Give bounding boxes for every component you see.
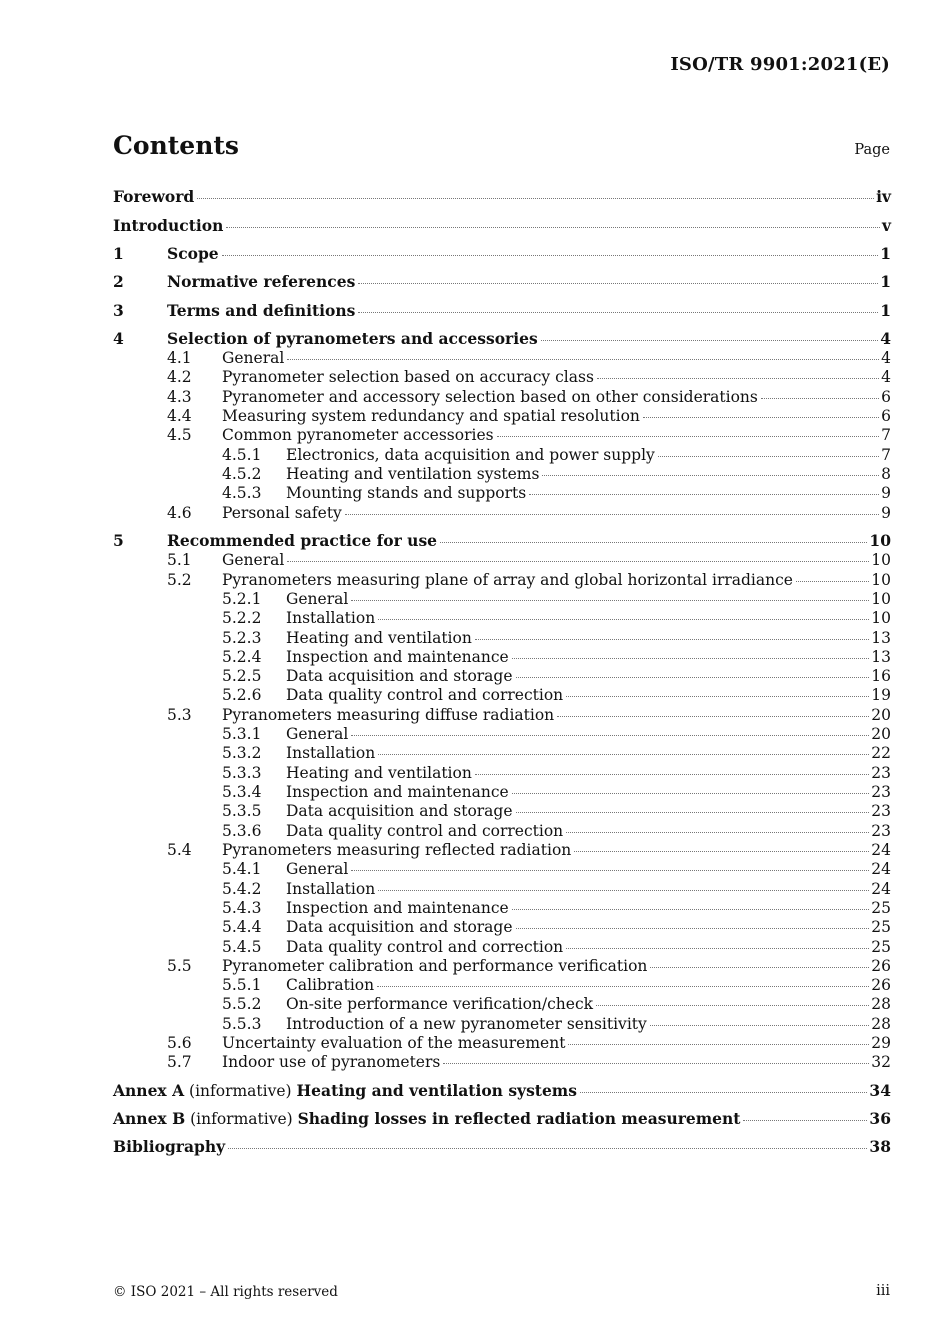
toc-entry-page: 26: [871, 976, 891, 994]
toc-entry-title: General: [286, 725, 349, 743]
toc-entry[interactable]: [113, 550, 891, 570]
dot-leader: [351, 734, 869, 736]
toc-entry[interactable]: [113, 445, 891, 465]
toc-entry-page: 24: [871, 841, 891, 859]
toc-entry-title: Heating and ventilation systems: [286, 465, 540, 483]
toc-entry-title: Terms and definitions: [167, 301, 356, 320]
dot-leader: [358, 282, 878, 284]
toc-entry-title: Introduction of a new pyranometer sensitivity: [286, 1015, 647, 1033]
toc-entry-number: 4.2: [167, 368, 192, 386]
toc-entry-page: 6: [881, 388, 891, 406]
toc-entry-page: 9: [881, 484, 891, 502]
toc-entry-page: 26: [871, 957, 891, 975]
toc-entry-page: 23: [871, 764, 891, 782]
dot-leader: [228, 1147, 867, 1149]
toc-entry-page: 36: [869, 1109, 891, 1128]
dot-leader: [197, 197, 874, 199]
toc-entry-number: 5.3.3: [222, 764, 262, 782]
toc-entry-page: 13: [871, 629, 891, 647]
toc-entry[interactable]: [113, 570, 891, 590]
dot-leader: [566, 831, 869, 833]
dot-leader: [512, 657, 870, 659]
toc-entry-title: Pyranometers measuring reflected radiation: [222, 841, 572, 859]
toc-entry-number: 4.5.2: [222, 465, 262, 483]
toc-entry[interactable]: [113, 301, 891, 321]
dot-leader: [351, 869, 869, 871]
dot-leader: [512, 908, 870, 910]
toc-entry-title: Data quality control and correction: [286, 686, 564, 704]
toc-entry-title: Heating and ventilation: [286, 764, 472, 782]
dot-leader: [226, 226, 880, 228]
dot-leader: [568, 1043, 869, 1045]
toc-entry-number: 5.4.4: [222, 918, 262, 936]
toc-entry[interactable]: [113, 628, 891, 648]
toc-entry[interactable]: [113, 975, 891, 995]
dot-leader: [378, 753, 869, 755]
toc-entry-title: Data quality control and correction: [286, 938, 564, 956]
toc-entry-page: 23: [871, 822, 891, 840]
toc-entry-number: 5.3.1: [222, 725, 262, 743]
toc-entry[interactable]: [113, 1109, 891, 1129]
toc-entry-number: 5.2.5: [222, 667, 262, 685]
toc-entry-title: Data acquisition and storage: [286, 802, 513, 820]
toc-entry-title: Pyranometer and accessory selection based on other considerations: [222, 388, 758, 406]
toc-entry[interactable]: [113, 216, 891, 236]
toc-entry-page: v: [881, 216, 891, 235]
toc-entry-page: 23: [871, 783, 891, 801]
toc-entry-page: 13: [871, 648, 891, 666]
dot-leader: [475, 773, 869, 775]
toc-entry[interactable]: [113, 589, 891, 609]
dot-leader: [345, 513, 879, 515]
toc-entry-number: 5.2.1: [222, 590, 262, 608]
toc-entry[interactable]: [113, 956, 891, 976]
toc-entry-number: 5.4: [167, 841, 192, 859]
toc-entry-page: 4: [880, 329, 891, 348]
dot-leader: [761, 397, 879, 399]
toc-entry[interactable]: [113, 763, 891, 783]
toc-entry-page: 24: [871, 860, 891, 878]
dot-leader: [287, 560, 869, 562]
toc-entry-page: 10: [871, 590, 891, 608]
toc-entry-title: Data quality control and correction: [286, 822, 564, 840]
dot-leader: [351, 599, 869, 601]
toc-entry-page: 38: [869, 1137, 891, 1156]
toc-entry[interactable]: [113, 503, 891, 523]
toc-entry-page: 28: [871, 995, 891, 1013]
toc-entry-page: 19: [871, 686, 891, 704]
dot-leader: [597, 377, 879, 379]
toc-entry[interactable]: [113, 367, 891, 387]
dot-leader: [658, 455, 879, 457]
toc-entry-title: Pyranometer selection based on accuracy class: [222, 368, 594, 386]
toc-entry-number: 5.2: [167, 571, 192, 589]
dot-leader: [443, 1062, 869, 1064]
toc-entry[interactable]: [113, 348, 891, 368]
toc-entry-number: 5.5.1: [222, 976, 262, 994]
dot-leader: [516, 927, 870, 929]
toc-entry-title: On-site performance verification/check: [286, 995, 594, 1013]
toc-entry-page: 7: [881, 426, 891, 444]
dot-leader: [574, 850, 869, 852]
toc-entry[interactable]: [113, 994, 891, 1014]
dot-leader: [222, 254, 879, 256]
toc-entry-page: 20: [871, 725, 891, 743]
dot-leader: [516, 811, 870, 813]
toc-entry[interactable]: [113, 1014, 891, 1034]
toc-entry-page: iv: [876, 187, 891, 206]
toc-entry-title: Data acquisition and storage: [286, 918, 513, 936]
toc-entry[interactable]: [113, 1137, 891, 1157]
toc-entry[interactable]: [113, 1052, 891, 1072]
toc-entry-title: General: [286, 860, 349, 878]
toc-entry-title: Indoor use of pyranometers: [222, 1053, 441, 1071]
dot-leader: [287, 358, 879, 360]
document-id: ISO/TR 9901:2021(E): [670, 54, 890, 75]
toc-entry-page: 10: [871, 551, 891, 569]
toc-entry-page: 9: [881, 504, 891, 522]
toc-entry[interactable]: [113, 879, 891, 899]
dot-leader: [580, 1091, 867, 1093]
toc-entry-page: 10: [871, 571, 891, 589]
toc-entry-title: Selection of pyranometers and accessories: [167, 329, 538, 348]
toc-entry-page: 6: [881, 407, 891, 425]
toc-entry-title: Pyranometer calibration and performance verification: [222, 957, 648, 975]
toc-entry-title: Scope: [167, 244, 219, 263]
toc-entry-number: 4: [113, 329, 124, 348]
toc-entry-number: 5.3.5: [222, 802, 262, 820]
toc-entry-title: Annex B (informative) Shading losses in reflected radiation measurement: [113, 1109, 741, 1128]
toc-entry-page: 4: [881, 368, 891, 386]
toc-entry[interactable]: [113, 464, 891, 484]
toc-entry-title: Installation: [286, 744, 376, 762]
toc-entry[interactable]: [113, 898, 891, 918]
dot-leader: [440, 541, 867, 543]
toc-entry[interactable]: [113, 187, 891, 207]
toc-entry[interactable]: [113, 685, 891, 705]
toc-entry-page: 24: [871, 880, 891, 898]
dot-leader: [557, 715, 869, 717]
toc-entry-page: 32: [871, 1053, 891, 1071]
toc-entry-page: 25: [871, 899, 891, 917]
toc-entry-number: 4.1: [167, 349, 192, 367]
toc-entry-page: 1: [880, 244, 891, 263]
toc-entry-title: Foreword: [113, 187, 195, 206]
toc-entry-page: 1: [880, 272, 891, 291]
toc-entry-number: 5.2.2: [222, 609, 262, 627]
toc-entry-title: Heating and ventilation: [286, 629, 472, 647]
dot-leader: [743, 1119, 867, 1121]
toc-entry-number: 4.5: [167, 426, 192, 444]
dot-leader: [378, 889, 869, 891]
toc-entry-title: Personal safety: [222, 504, 342, 522]
toc-entry-page: 1: [880, 301, 891, 320]
toc-entry[interactable]: [113, 743, 891, 763]
toc-entry-title: Calibration: [286, 976, 375, 994]
toc-entry-number: 5.2.3: [222, 629, 262, 647]
toc-entry-title: Common pyranometer accessories: [222, 426, 494, 444]
toc-entry-number: 4.5.3: [222, 484, 262, 502]
toc-entry-number: 4.3: [167, 388, 192, 406]
dot-leader: [643, 416, 879, 418]
toc-entry-number: 5.3: [167, 706, 192, 724]
toc-entry[interactable]: [113, 821, 891, 841]
dot-leader: [796, 580, 869, 582]
toc-entry[interactable]: [113, 272, 891, 292]
toc-entry-page: 25: [871, 938, 891, 956]
toc-entry[interactable]: [113, 244, 891, 264]
toc-entry-number: 5.5.3: [222, 1015, 262, 1033]
dot-leader: [475, 638, 869, 640]
toc-entry[interactable]: [113, 387, 891, 407]
toc-entry-title: Measuring system redundancy and spatial resolution: [222, 407, 640, 425]
toc-entry-number: 5.3.4: [222, 783, 262, 801]
toc-entry-number: 5.3.6: [222, 822, 262, 840]
toc-entry-title: Introduction: [113, 216, 224, 235]
toc-entry-title: General: [222, 551, 285, 569]
toc-entry-title: Installation: [286, 880, 376, 898]
dot-leader: [529, 493, 879, 495]
toc-entry[interactable]: [113, 425, 891, 445]
toc-entry-number: 5.2.6: [222, 686, 262, 704]
toc-entry-number: 4.6: [167, 504, 192, 522]
toc-entry-title: Pyranometers measuring diffuse radiation: [222, 706, 555, 724]
toc-entry-page: 34: [869, 1081, 891, 1100]
toc-entry-title: Inspection and maintenance: [286, 783, 509, 801]
toc-entry[interactable]: [113, 1033, 891, 1053]
dot-leader: [566, 947, 869, 949]
dot-leader: [512, 792, 870, 794]
toc-entry-number: 5.5: [167, 957, 192, 975]
toc-entry-page: 28: [871, 1015, 891, 1033]
toc-entry-title: Inspection and maintenance: [286, 648, 509, 666]
toc-entry[interactable]: [113, 608, 891, 628]
page-number: iii: [876, 1283, 890, 1299]
dot-leader: [497, 435, 880, 437]
toc-entry-title: Mounting stands and supports: [286, 484, 527, 502]
dot-leader: [516, 676, 870, 678]
toc-entry-title: Inspection and maintenance: [286, 899, 509, 917]
toc-entry-title: Installation: [286, 609, 376, 627]
toc-entry-page: 25: [871, 918, 891, 936]
toc-entry-page: 4: [881, 349, 891, 367]
toc-entry-page: 16: [871, 667, 891, 685]
toc-entry[interactable]: [113, 840, 891, 860]
toc-entry-number: 5.5.2: [222, 995, 262, 1013]
toc-entry-title: Electronics, data acquisition and power supply: [286, 446, 655, 464]
dot-leader: [358, 311, 878, 313]
toc-entry-number: 5.6: [167, 1034, 192, 1052]
toc-entry-title: Annex A (informative) Heating and ventilation systems: [113, 1081, 577, 1100]
toc-entry-number: 1: [113, 244, 124, 263]
toc-entry-title: Data acquisition and storage: [286, 667, 513, 685]
toc-entry[interactable]: [113, 859, 891, 879]
dot-leader: [596, 1004, 869, 1006]
toc-entry[interactable]: [113, 1081, 891, 1101]
toc-entry-number: 3: [113, 301, 124, 320]
toc-entry-title: General: [286, 590, 349, 608]
toc-entry[interactable]: [113, 406, 891, 426]
toc-entry-number: 5.7: [167, 1053, 192, 1071]
toc-entry-number: 5.3.2: [222, 744, 262, 762]
toc-entry-title: General: [222, 349, 285, 367]
toc-entry[interactable]: [113, 782, 891, 802]
contents-title: Contents: [113, 131, 240, 160]
dot-leader: [541, 339, 879, 341]
toc-entry-page: 7: [881, 446, 891, 464]
toc-entry-number: 4.5.1: [222, 446, 262, 464]
toc-entry[interactable]: [113, 647, 891, 667]
toc-entry-title: Recommended practice for use: [167, 531, 438, 550]
toc-entry-number: 5.4.2: [222, 880, 262, 898]
toc-entry-page: 8: [881, 465, 891, 483]
toc-entry-number: 5.1: [167, 551, 192, 569]
toc-entry[interactable]: [113, 531, 891, 551]
toc-entry-number: 5.4.3: [222, 899, 262, 917]
dot-leader: [542, 474, 879, 476]
dot-leader: [377, 985, 869, 987]
toc-entry-number: 4.4: [167, 407, 192, 425]
toc-entry-number: 5.4.1: [222, 860, 262, 878]
toc-entry-page: 10: [869, 531, 891, 550]
toc-entry-title: Uncertainty evaluation of the measurement: [222, 1034, 566, 1052]
toc-entry-number: 5.2.4: [222, 648, 262, 666]
toc-entry-title: Pyranometers measuring plane of array and global horizontal irradiance: [222, 571, 793, 589]
toc-entry[interactable]: [113, 801, 891, 821]
toc-entry[interactable]: [113, 329, 891, 349]
dot-leader: [650, 1024, 870, 1026]
copyright-notice: © ISO 2021 – All rights reserved: [113, 1284, 338, 1300]
toc-entry-number: 2: [113, 272, 124, 291]
toc-entry[interactable]: [113, 937, 891, 957]
toc-entry-number: 5.4.5: [222, 938, 262, 956]
dot-leader: [378, 618, 869, 620]
toc-entry[interactable]: [113, 724, 891, 744]
toc-entry-title: Bibliography: [113, 1137, 226, 1156]
toc-entry[interactable]: [113, 666, 891, 686]
toc-entry-page: 23: [871, 802, 891, 820]
toc-entry-title: Normative references: [167, 272, 356, 291]
toc-entry-number: 5: [113, 531, 124, 550]
toc-entry-page: 20: [871, 706, 891, 724]
toc-entry[interactable]: [113, 483, 891, 503]
toc-entry-page: 10: [871, 609, 891, 627]
dot-leader: [650, 966, 869, 968]
toc-entry[interactable]: [113, 705, 891, 725]
dot-leader: [566, 695, 869, 697]
toc-entry[interactable]: [113, 917, 891, 937]
page-column-label: Page: [854, 142, 890, 158]
toc-entry-page: 29: [871, 1034, 891, 1052]
toc-entry-page: 22: [871, 744, 891, 762]
